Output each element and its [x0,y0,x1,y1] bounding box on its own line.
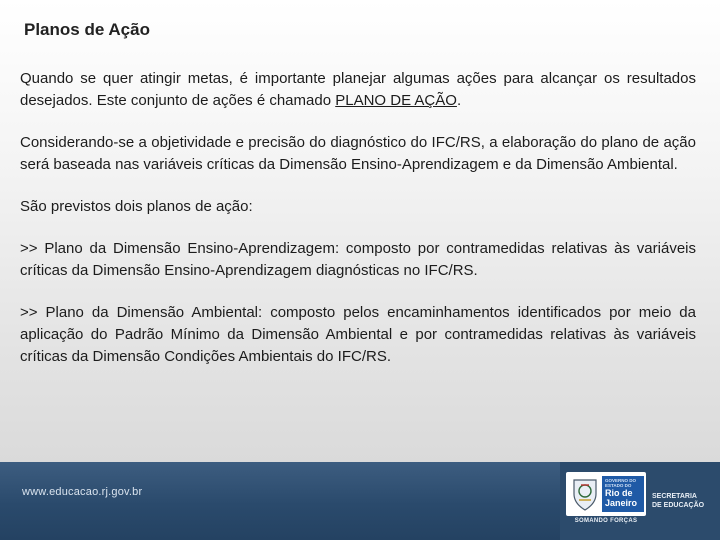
secretaria-label [652,492,704,510]
slogan-text: SOMANDO FORÇAS [574,518,638,524]
gov-big-line1: Rio de [605,488,633,498]
paragraph-previstos: São previstos dois planos de ação: [20,198,253,215]
paragraph-plano-ambiental: >> Plano da Dimensão Ambiental: composto pelos encaminhamentos identificados por meio da aplicação do Padrão Mínimo da Dimensão Ambiental e por contramedidas relativas às variáveis críticas da Dimensão Condições Ambientais do IFC/RS. [20,304,696,365]
paragraph-considerando: Considerando-se a objetividade e precisão do diagnóstico do IFC/RS, a elaboração do plano de ação será baseada nas variáveis críticas da Dimensão Ensino-Aprendizagem e da Dimensão Ambiental. [20,134,696,173]
rj-government-logo [566,472,646,516]
page-title: Planos de Ação [24,20,150,39]
footer-bar [0,462,720,540]
footer-band [0,462,560,540]
coat-of-arms-icon [570,476,600,512]
slide-body [20,68,696,388]
gov-small-text: GOVERNO DO ESTADO DO [605,478,637,488]
paragraph-intro-text: Quando se quer atingir metas, é importante planejar algumas ações para alcançar os resultados desejados. Este conjunto de ações é chamado [20,70,696,109]
secretaria-line1: SECRETARIA [652,493,697,500]
gov-big-line2: Janeiro [605,498,638,508]
plano-de-acao-term: PLANO DE AÇÃO [335,92,457,109]
rio-de-janeiro-wordmark [602,476,644,512]
paragraph-intro-end: . [456,92,462,109]
paragraph-plano-ensino: >> Plano da Dimensão Ensino-Aprendizagem: composto por contramedidas relativas às variáveis críticas da Dimensão Ensino-Aprendizagem diagnósticas no IFC/RS. [20,240,696,279]
paragraph-intro [20,68,696,112]
secretaria-line2: DE EDUCAÇÃO [652,502,705,509]
footer-url-link[interactable]: www.educacao.rj.gov.br [22,486,143,498]
government-logo-block [560,462,720,540]
